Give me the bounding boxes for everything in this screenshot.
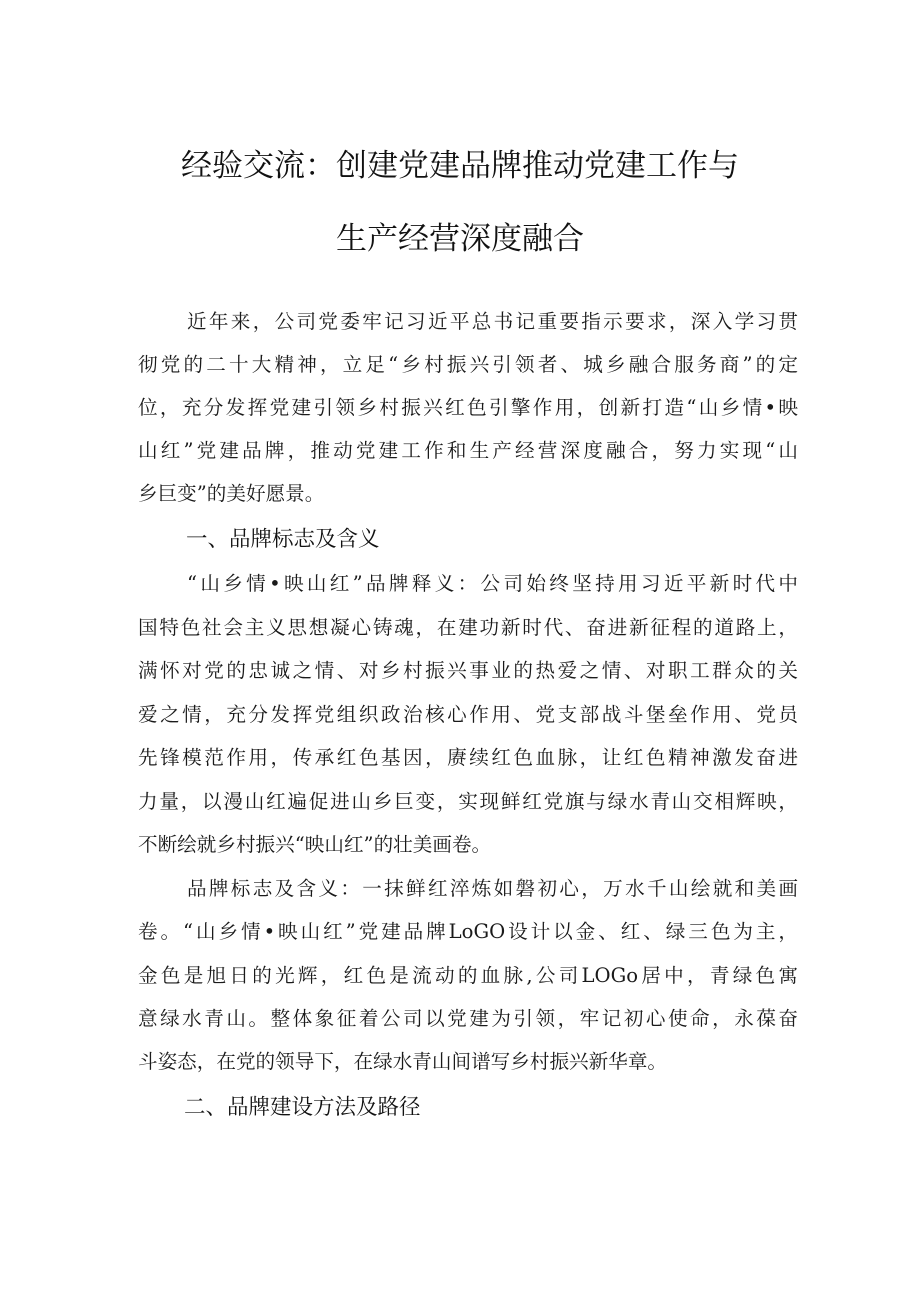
intro-line: 近年来，公司党委牢记习近平总书记重要指示要求，深入学习贯	[187, 310, 798, 333]
section-heading: 一、品牌标志及含义	[186, 527, 380, 552]
paragraph-line: 国特色社会主义思想凝心铸魂，在建功新时代、奋进新征程的道路上，	[138, 616, 798, 639]
paragraph-line: 爱之情，充分发挥党组织政治核心作用、党支部战斗堡垒作用、党员	[138, 703, 798, 726]
intro-line: 山红”党建品牌，推动党建工作和生产经营深度融合，努力实现“山	[138, 439, 798, 462]
paragraph-line: 金色是旭日的光辉，红色是流动的血脉,公司LOGo居中，青绿色寓	[138, 964, 798, 987]
paragraph-line: 斗姿态，在党的领导下，在绿水青山间谱写乡村振兴新华章。	[138, 1050, 668, 1073]
intro-line: 彻党的二十大精神，立足“乡村振兴引领者、城乡融合服务商”的定	[138, 353, 798, 376]
intro-line: 乡巨变”的美好愿景。	[138, 482, 325, 505]
paragraph-line: 先锋模范作用，传承红色基因，赓续红色血脉，让红色精神激发奋进	[138, 746, 798, 769]
section-heading: 二、品牌建设方法及路径	[184, 1095, 421, 1120]
paragraph-line: 力量，以漫山红遍促进山乡巨变，实现鲜红党旗与绿水青山交相辉映，	[138, 790, 798, 813]
paragraph-line: 不断绘就乡村振兴“映山红”的壮美画卷。	[138, 833, 492, 856]
document-title-line-2: 生产经营深度融合	[336, 221, 584, 257]
document-title-line-1: 经验交流：创建党建品牌推动党建工作与	[181, 148, 739, 184]
paragraph-line: 卷。“山乡情•映山红”党建品牌LoGO设计以金、红、绿三色为主，	[138, 920, 798, 943]
paragraph-line: 品牌标志及含义：一抹鲜红淬炼如磐初心，万水千山绘就和美画	[187, 877, 798, 900]
paragraph-line: 意绿水青山。整体象征着公司以党建为引领，牢记初心使命，永葆奋	[138, 1007, 798, 1030]
intro-line: 位，充分发挥党建引领乡村振兴红色引擎作用，创新打造“山乡情•映	[138, 396, 798, 419]
paragraph-line: 满怀对党的忠诚之情、对乡村振兴事业的热爱之情、对职工群众的关	[138, 659, 798, 682]
paragraph-line: “山乡情•映山红”品牌释义：公司始终坚持用习近平新时代中	[187, 572, 798, 595]
